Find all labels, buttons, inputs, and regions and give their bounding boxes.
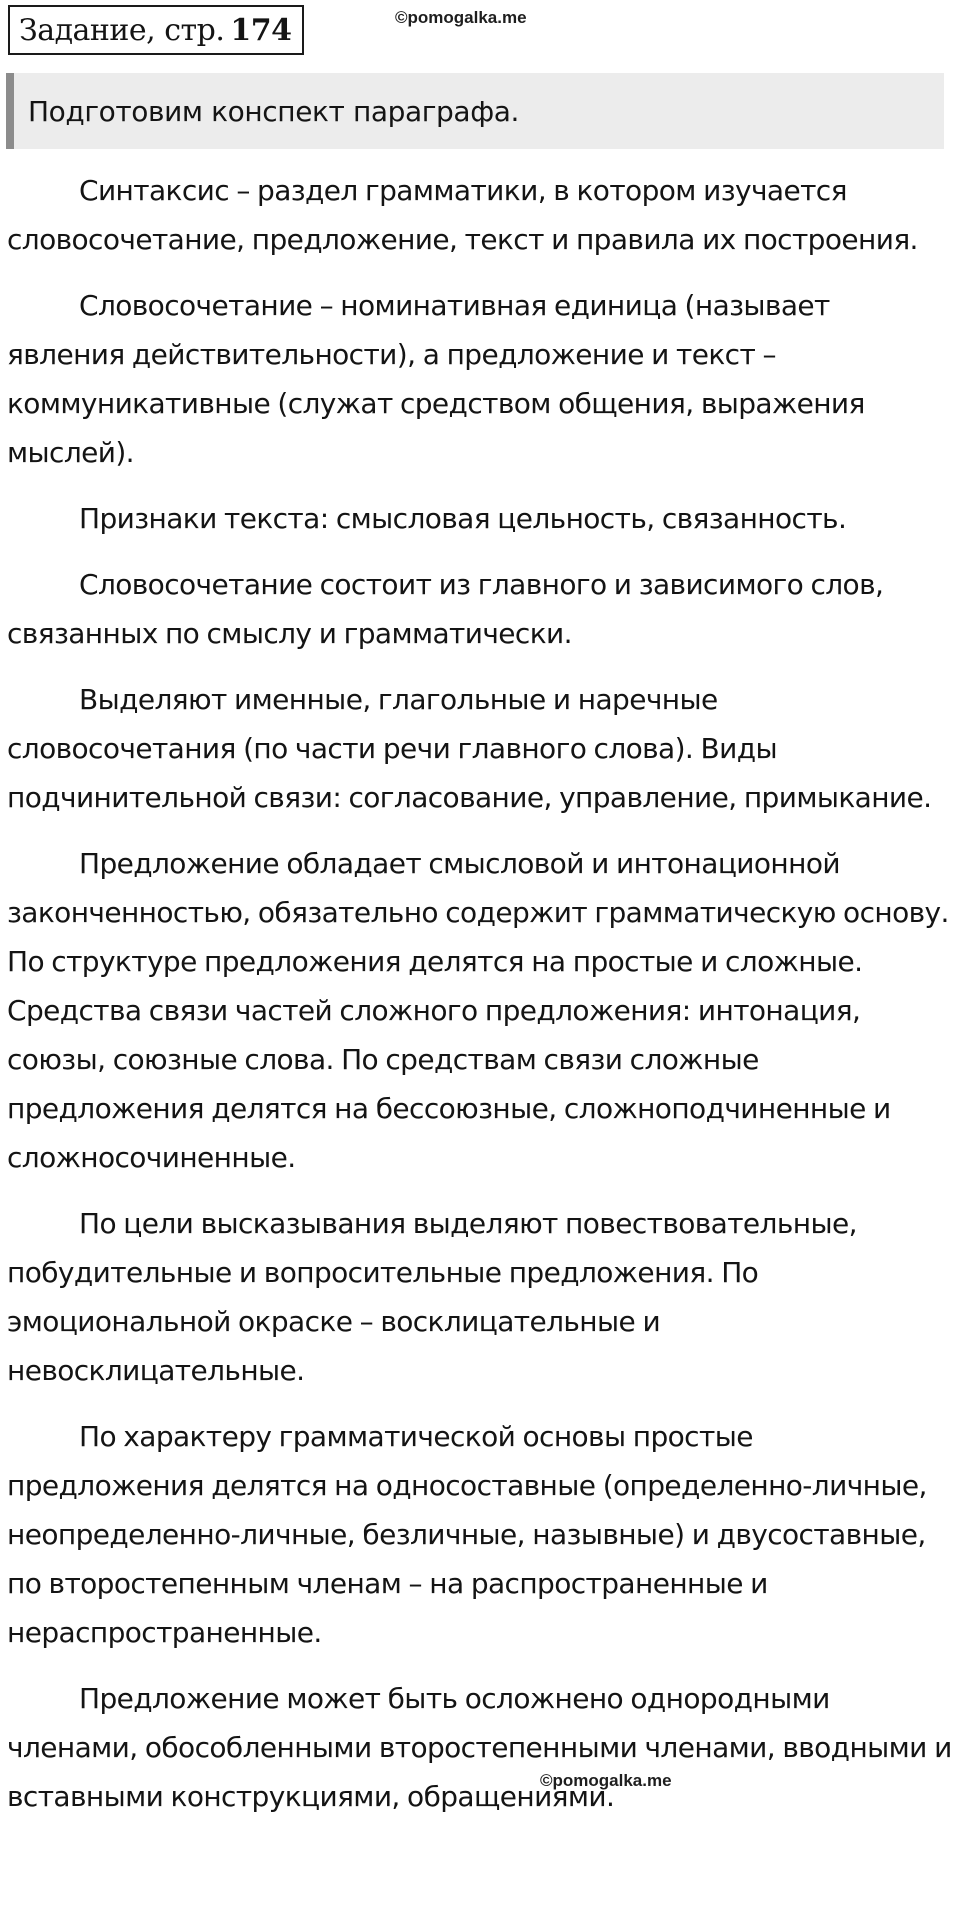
task-label: Задание, стр. [19, 12, 225, 48]
intro-text: Подготовим конспект параграфа. [28, 94, 519, 128]
paragraph-complicated-sentence: Предложение может быть осложнено однородными членами, обособленными второстепенными членами, вводными и вставными конструкциями, обращениями. [7, 1682, 952, 1813]
paragraph-phrase-vs-sentence: Словосочетание – номинативная единица (называет явления действительности), а предложение и текст – коммуникативные (служат средством общения, выражения мыслей). [7, 289, 865, 469]
page-number: 174 [230, 12, 292, 48]
watermark-top: ©pomogalka.me [395, 8, 527, 27]
paragraph-sentence: Предложение обладает смысловой и интонационной законченностью, обязательно содержит грамматическую основу. По структуре предложения делятся на простые и сложные. Средства связи частей сложного предложения: интонация, союзы, союзные слова. По средствам связи сложные предложения делятся на бессоюзные, сложноподчиненные и сложносочиненные. [7, 847, 949, 1174]
paragraph-phrase-types: Выделяют именные, глагольные и наречные словосочетания (по части речи главного слова). Виды подчинительной связи: согласование, управление, примыкание. [7, 683, 932, 814]
paragraph-grammatical-base: По характеру грамматической основы простые предложения делятся на односоставные (определенно-личные, неопределенно-личные, безличные, назывные) и двусоставные, по второстепенным членам – на распространенные и нераспространенные. [7, 1420, 927, 1649]
intro-callout [6, 73, 944, 149]
paragraph-syntax: Синтаксис – раздел грамматики, в котором изучается словосочетание, предложение, текст и правила их построения. [7, 174, 918, 256]
paragraph-purpose: По цели высказывания выделяют повествовательные, побудительные и вопросительные предложения. По эмоциональной окраске – восклицательные и невосклицательные. [7, 1207, 857, 1387]
task-heading [8, 5, 304, 55]
summary-body [7, 166, 952, 1838]
paragraph-text-features: Признаки текста: смысловая цельность, связанность. [79, 502, 847, 535]
watermark-bottom: ©pomogalka.me [540, 1771, 672, 1790]
paragraph-phrase-structure: Словосочетание состоит из главного и зависимого слов, связанных по смыслу и грамматически. [7, 568, 884, 650]
